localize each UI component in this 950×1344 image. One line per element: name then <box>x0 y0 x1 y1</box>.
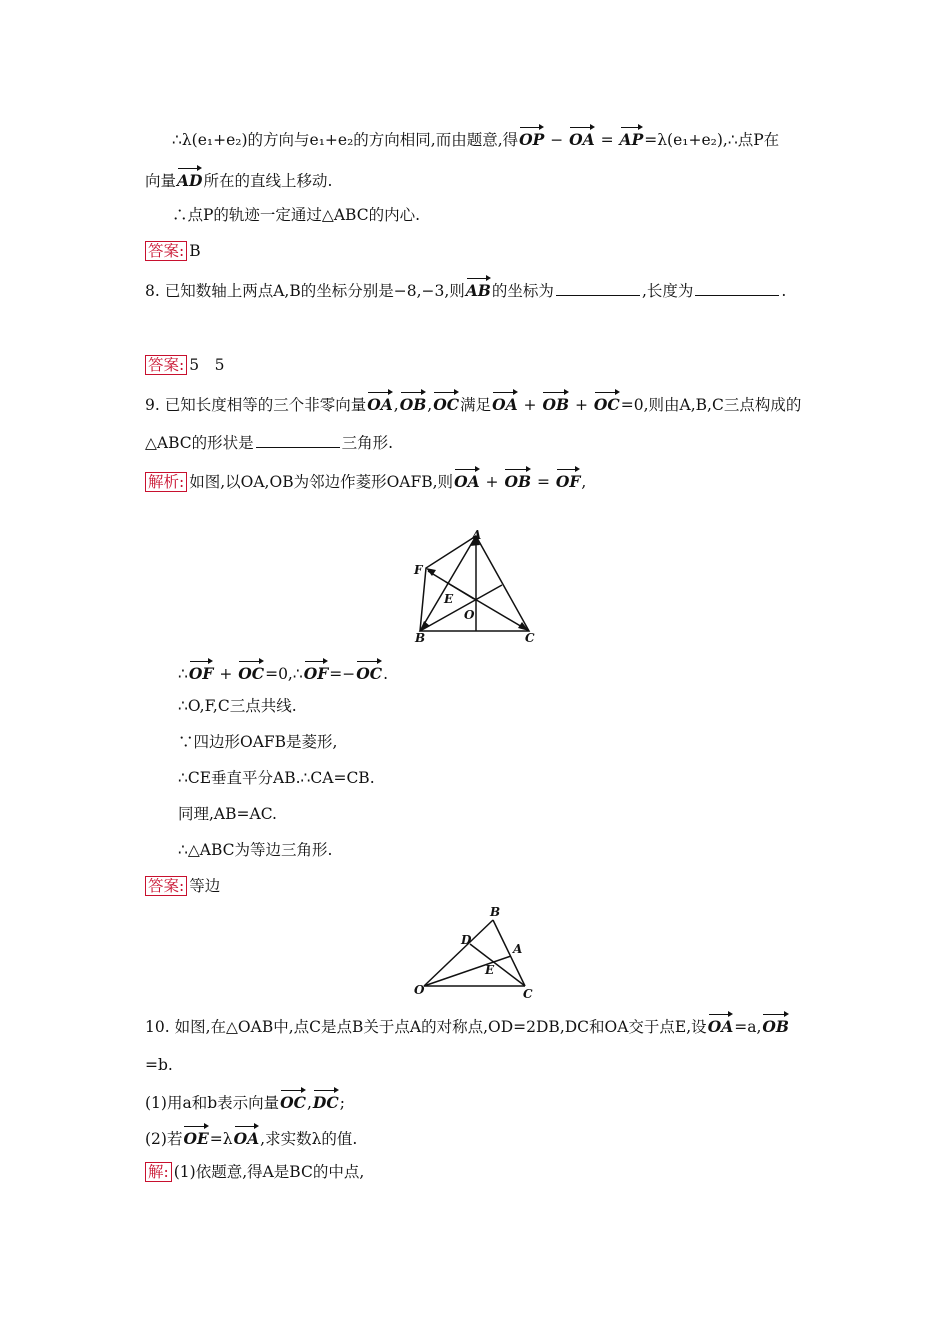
text-fragment: 8. 已知数轴上两点A,B的坐标分别是−8,−3,则 <box>145 282 465 300</box>
text-fragment: =λ <box>209 1130 233 1148</box>
answer-9 <box>145 875 220 897</box>
step-4 <box>178 767 375 789</box>
answer-blank[interactable] <box>556 281 640 296</box>
text-fragment: = <box>595 131 619 149</box>
question-10-part-2 <box>145 1124 357 1150</box>
text-fragment: , <box>581 473 587 491</box>
text-fragment: ; <box>339 1094 345 1112</box>
solution-line-2 <box>145 166 332 192</box>
solution-line-1 <box>172 125 779 151</box>
text-fragment: + <box>518 396 542 414</box>
analysis-tag: 解析: <box>145 472 187 492</box>
vector-symbol: AB <box>466 276 491 302</box>
text-fragment: ∴点P的轨迹一定通过△ABC的内心. <box>172 206 421 224</box>
vector-symbol: OA <box>234 1124 260 1150</box>
text-fragment: ∴ <box>178 665 188 683</box>
vector-symbol: DC <box>313 1088 339 1114</box>
text-fragment: (1)用a和b表示向量 <box>145 1094 280 1112</box>
label-d: D <box>461 933 472 947</box>
label-e: E <box>485 963 495 977</box>
vector-symbol: OC <box>433 390 459 416</box>
question-10-line-1 <box>145 1012 790 1038</box>
label-f: F <box>414 563 423 577</box>
text-fragment: =− <box>329 665 356 683</box>
solution-line-3 <box>172 204 420 226</box>
label-c: C <box>523 987 533 1000</box>
vector-symbol: OP <box>519 125 544 151</box>
text-fragment: 10. 如图,在△OAB中,点C是点B关于点A的对称点,OD=2DB,DC和OA交于点E,设 <box>145 1018 707 1036</box>
label-a: A <box>472 528 482 542</box>
vector-symbol: OB <box>762 1012 789 1038</box>
vector-symbol: OC <box>238 659 264 685</box>
solution-10 <box>145 1161 364 1183</box>
text-fragment: 等边 <box>189 877 221 895</box>
text-fragment: − <box>545 131 569 149</box>
vector-symbol: OA <box>367 390 393 416</box>
step-6 <box>178 839 332 861</box>
vector-symbol: AP <box>620 125 644 151</box>
text-fragment: △ABC的形状是 <box>145 434 254 452</box>
vector-symbol: OE <box>183 1124 208 1150</box>
text-fragment: =0,∴ <box>265 665 303 683</box>
vector-symbol: OF <box>189 659 214 685</box>
text-fragment: (1)依题意,得A是BC的中点, <box>173 1163 365 1181</box>
vector-symbol: AD <box>177 166 202 192</box>
text-fragment: B <box>189 242 201 260</box>
vector-symbol: OA <box>569 125 595 151</box>
vector-symbol: OA <box>492 390 518 416</box>
text-fragment: ,求实数λ的值. <box>260 1130 358 1148</box>
solution-tag: 解: <box>145 1162 172 1182</box>
vector-symbol: OB <box>400 390 427 416</box>
text-fragment: 三角形. <box>341 434 394 452</box>
analysis-9 <box>145 467 586 493</box>
step-5 <box>178 803 277 825</box>
vector-symbol: OB <box>504 467 531 493</box>
text-fragment: 向量 <box>145 172 177 190</box>
vector-symbol: OC <box>280 1088 306 1114</box>
question-9-line-1: 9. 已知长度相等的三个非零向量OA,OB,OC满足OA + OB + OC=0,则由A,B,C三点构成的 <box>145 390 801 416</box>
text-fragment: 满足 <box>460 396 492 414</box>
question-10-line-2 <box>145 1054 173 1076</box>
label-o: O <box>464 608 475 622</box>
label-e: E <box>444 592 454 606</box>
label-c: C <box>525 631 535 645</box>
text-fragment: 的坐标为 <box>491 282 554 300</box>
label-o: O <box>414 983 425 997</box>
label-a: A <box>513 942 523 956</box>
vector-symbol: OA <box>708 1012 734 1038</box>
text-fragment: 5 5 <box>189 356 225 374</box>
vector-symbol: OC <box>594 390 620 416</box>
label-b: B <box>415 631 426 645</box>
answer-blank[interactable] <box>256 433 340 448</box>
vector-symbol: OF <box>304 659 329 685</box>
text-fragment: 同理,AB=AC. <box>178 805 277 823</box>
text-fragment: =λ(e₁+e₂),∴点P在 <box>644 131 780 149</box>
rhombus-triangle-figure <box>400 520 550 650</box>
answer-7 <box>145 240 201 262</box>
text-fragment: ∴△ABC为等边三角形. <box>178 841 333 859</box>
label-b: B <box>490 905 501 919</box>
vector-symbol: OF <box>556 467 581 493</box>
text-fragment: = <box>532 473 555 491</box>
question-10-part-1: (1)用a和b表示向量OC,DC; <box>145 1088 345 1114</box>
step-2 <box>178 695 297 717</box>
text-fragment: ,长度为 <box>641 282 694 300</box>
text-fragment: 所在的直线上移动. <box>203 172 333 190</box>
text-fragment: ∴λ(e₁+e₂)的方向与e₁+e₂的方向相同,而由题意,得 <box>172 131 519 149</box>
answer-tag: 答案: <box>145 876 187 896</box>
answer-8 <box>145 354 224 376</box>
triangle-oab-figure <box>410 900 540 1000</box>
text-fragment: =0,则由A,B,C三点构成的 <box>620 396 802 414</box>
text-fragment: 9. 已知长度相等的三个非零向量 <box>145 396 367 414</box>
text-fragment: ∵四边形OAFB是菱形, <box>178 733 338 751</box>
step-3 <box>178 731 337 753</box>
triangle-abc <box>420 536 529 631</box>
text-fragment: + <box>214 665 238 683</box>
text-fragment: 如图,以OA,OB为邻边作菱形OAFB,则 <box>189 473 454 491</box>
step-1 <box>178 659 388 685</box>
question-8 <box>145 276 786 302</box>
vector-symbol: OC <box>356 659 382 685</box>
text-fragment: + <box>480 473 504 491</box>
vector-symbol: OA <box>454 467 480 493</box>
question-9-line-2 <box>145 432 393 454</box>
answer-tag: 答案: <box>145 355 187 375</box>
text-fragment: ∴CE垂直平分AB.∴CA=CB. <box>178 769 375 787</box>
text-fragment: =a, <box>734 1018 762 1036</box>
answer-tag: 答案: <box>145 241 187 261</box>
text-fragment: (2)若 <box>145 1130 183 1148</box>
text-fragment: =b. <box>145 1056 173 1074</box>
answer-blank[interactable] <box>695 281 779 296</box>
text-fragment: . <box>383 665 388 683</box>
text-fragment: ∴O,F,C三点共线. <box>178 697 297 715</box>
text-fragment: + <box>570 396 593 414</box>
arrowhead-c <box>518 622 529 631</box>
vector-symbol: OB <box>542 390 569 416</box>
text-fragment: . <box>781 282 787 300</box>
